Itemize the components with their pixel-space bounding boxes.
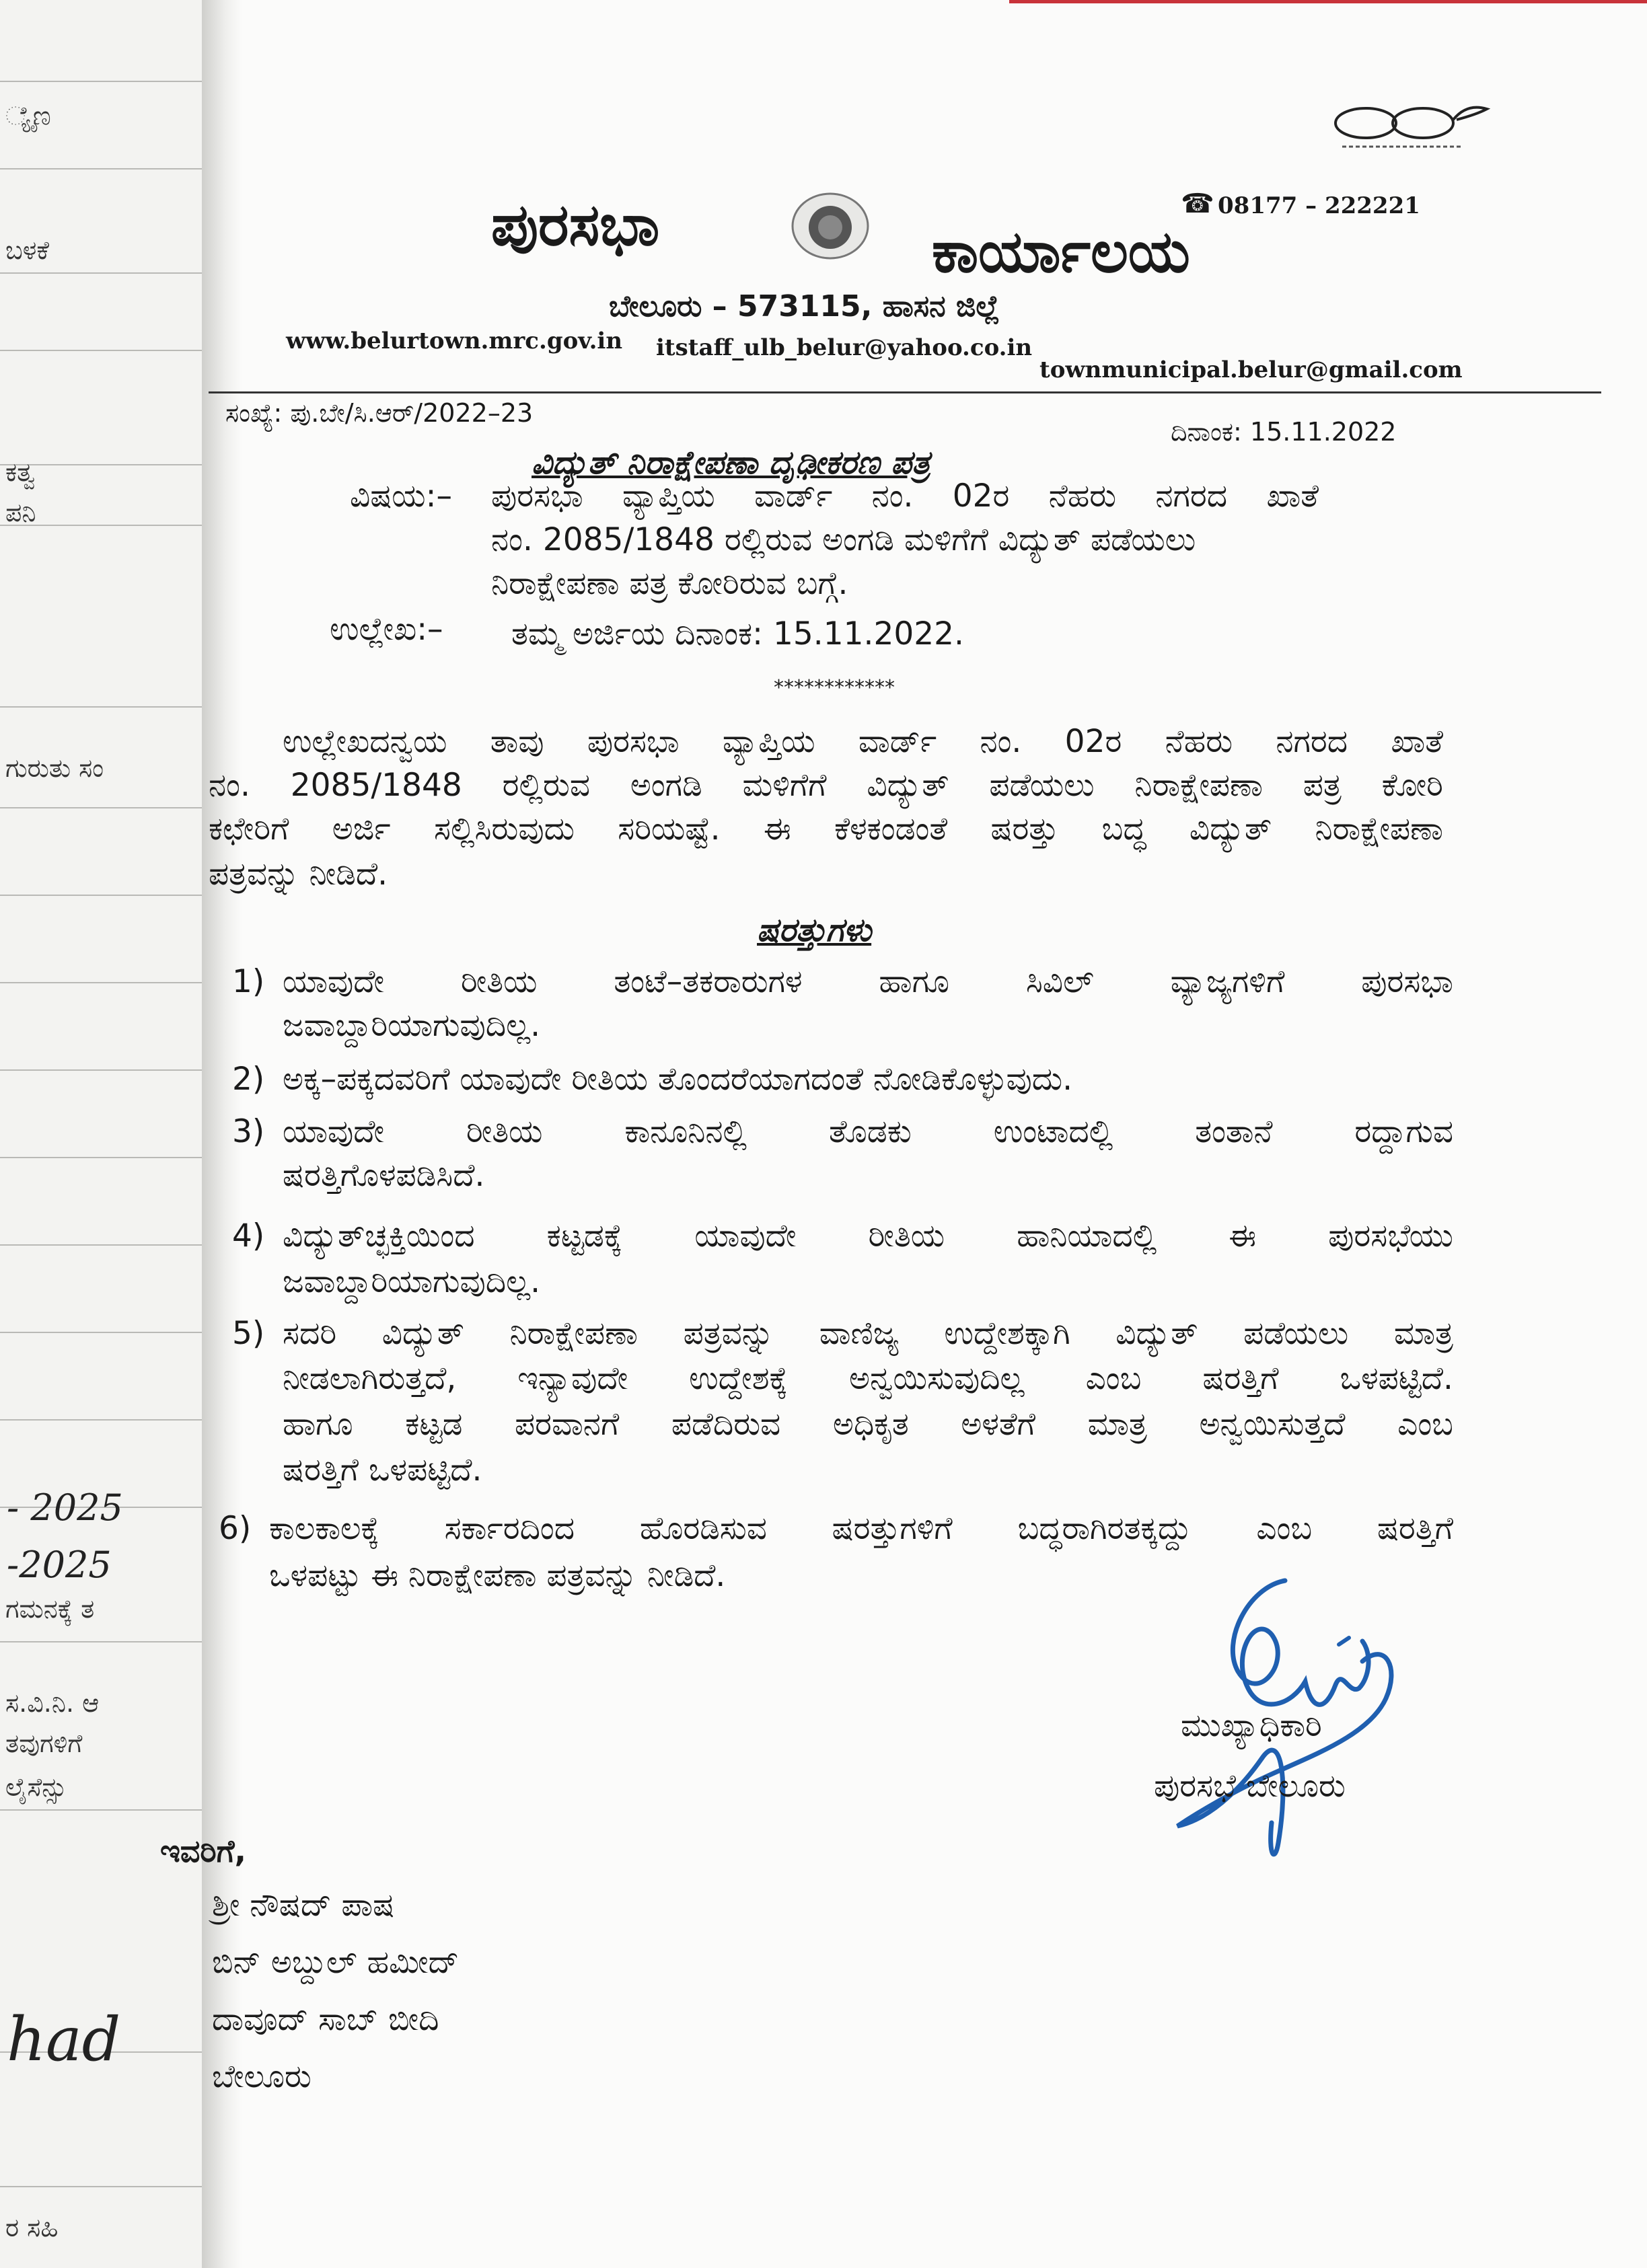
condition-number: 3) — [232, 1113, 265, 1150]
condition-line: ಯಾವುದೇ ರೀತಿಯ ಕಾನೂನಿನಲ್ಲಿ ತೊಡಕು ಉಂಟಾದಲ್ಲಿ ತಂತಾನೆ ರದ್ದಾಗುವ — [283, 1113, 1453, 1150]
subject-line: ನಂ. 2085/1848 ರಲ್ಲಿರುವ ಅಂಗಡಿ ಮಳಿಗೆಗೆ ವಿದ್ಯುತ್ ಪಡೆಯಲು — [491, 521, 1196, 558]
condition-line: ಒಳಪಟ್ಟು ಈ ನಿರಾಕ್ಷೇಪಣಾ ಪತ್ರವನ್ನು ನೀಡಿದೆ. — [269, 1557, 726, 1594]
condition-number: 1) — [232, 963, 265, 1000]
left-fragment: ರ ಸಹಿ — [5, 2213, 59, 2242]
condition-number: 6) — [219, 1510, 252, 1547]
subject-line: ಪುರಸಭಾ ವ್ಯಾಪ್ತಿಯ ವಾರ್ಡ್ ನಂ. 02ರ ನೆಹರು ನಗರದ ಖಾತೆ — [491, 478, 1319, 515]
subject-line: ನಿರಾಕ್ಷೇಪಣಾ ಪತ್ರ ಕೋರಿರುವ ಬಗ್ಗೆ. — [491, 565, 848, 602]
left-fragment: ಗುರುತು ಸಂ — [5, 753, 104, 783]
body-line: ನಂ. 2085/1848 ರಲ್ಲಿರುವ ಅಂಗಡಿ ಮಳಿಗೆಗೆ ವಿದ್ಯುತ್ ಪಡೆಯಲು ನಿರಾಕ್ಷೇಪಣಾ ಪತ್ರ ಕೋರಿ — [209, 767, 1443, 804]
condition-line: ಯಾವುದೇ ರೀತಿಯ ತಂಟೆ–ತಕರಾರುಗಳ ಹಾಗೂ ಸಿವಿಲ್ ವ್ಯಾಜ್ಯಗಳಿಗೆ ಪುರಸಭಾ — [283, 963, 1453, 1000]
body-line: ಉಲ್ಲೇಖದನ್ವಯ ತಾವು ಪುರಸಭಾ ವ್ಯಾಪ್ತಿಯ ವಾರ್ಡ್ ನಂ. 02ರ ನೆಹರು ನಗರದ ಖಾತೆ — [283, 723, 1443, 760]
office-title-left: ಪುರಸಭಾ — [491, 192, 660, 259]
condition-line: ಷರತ್ತಿಗೊಳಪಡಿಸಿದೆ. — [283, 1157, 485, 1194]
website: www.belurtown.mrc.gov.in — [286, 328, 623, 354]
condition-line: ನೀಡಲಾಗಿರುತ್ತದೆ, ಇನ್ಯಾವುದೇ ಉದ್ದೇಶಕ್ಕೆ ಅನ್ವಯಿಸುವುದಿಲ್ಲ ಎಂಬ ಷರತ್ತಿಗೆ ಒಳಪಟ್ಟಿದೆ. — [283, 1360, 1453, 1397]
office-title-right: ಕಾರ್ಯಾಲಯ — [932, 219, 1190, 286]
condition-number: 2) — [232, 1061, 265, 1098]
phone-icon: ☎ — [1181, 188, 1214, 219]
left-handwriting: -2025 — [7, 1544, 112, 1586]
condition-line: ಅಕ್ಕ–ಪಕ್ಕದವರಿಗೆ ಯಾವುದೇ ರೀತಿಯ ತೊಂದರೆಯಾಗದಂತೆ ನೋಡಿಕೊಳ್ಳುವುದು. — [283, 1061, 1073, 1098]
document-heading: ವಿದ್ಯುತ್ ನಿರಾಕ್ಷೇಪಣಾ ದೃಢೀಕರಣ ಪತ್ರ — [532, 444, 930, 482]
phone-number: 08177 – 222221 — [1218, 192, 1420, 219]
left-fragment: ಬಳಕೆ — [5, 235, 49, 265]
header-rule — [209, 391, 1601, 393]
left-fragment: ಗಮನಕ್ಕೆ ತ — [5, 1594, 95, 1624]
letter-date: ದಿನಾಂಕ: 15.11.2022 — [1171, 417, 1397, 447]
left-fragment: ಪನಿ — [5, 498, 36, 527]
left-fragment: ಕತ್ವ — [5, 457, 36, 487]
left-fragment: ತವುಗಳಿಗೆ — [5, 1729, 83, 1758]
condition-line: ಷರತ್ತಿಗೆ ಒಳಪಟ್ಟಿದೆ. — [283, 1451, 482, 1488]
condition-line: ಜವಾಬ್ದಾರಿಯಾಗುವುದಿಲ್ಲ. — [283, 1007, 541, 1044]
office-address: ಬೇಲೂರು – 573115, ಹಾಸನ ಜಿಲ್ಲೆ — [609, 289, 1000, 324]
signatory-designation: ಮುಖ್ಯಾಧಿಕಾರಿ — [1181, 1707, 1322, 1744]
body-line: ಪತ್ರವನ್ನು ನೀಡಿದೆ. — [209, 856, 388, 893]
separator-stars: ************ — [774, 676, 895, 700]
left-fragment: ್ಯೈಣ — [5, 101, 51, 130]
email-yahoo: itstaff_ulb_belur@yahoo.co.in — [656, 334, 1033, 361]
left-register-page — [0, 0, 204, 2268]
email-gmail: townmunicipal.belur@gmail.com — [1039, 356, 1463, 383]
condition-line: ಜವಾಬ್ದಾರಿಯಾಗುವುದಿಲ್ಲ. — [283, 1263, 541, 1300]
condition-line: ವಿದ್ಯುತ್‌ಚ್ಛಕ್ತಿಯಿಂದ ಕಟ್ಟಡಕ್ಕೆ ಯಾವುದೇ ರೀತಿಯ ಹಾನಿಯಾದಲ್ಲಿ ಈ ಪುರಸಭೆಯು — [283, 1217, 1453, 1254]
top-edge-stripe — [1009, 0, 1647, 3]
recipient-line: ಬೇಲೂರು — [212, 2058, 312, 2095]
body-line: ಕಛೇರಿಗೆ ಅರ್ಜಿ ಸಲ್ಲಿಸಿರುವುದು ಸರಿಯಷ್ಟೆ. ಈ ಕೆಳಕಂಡಂತೆ ಷರತ್ತು ಬದ್ಧ ವಿದ್ಯುತ್ ನಿರಾಕ್ಷೇಪಣಾ — [209, 810, 1443, 847]
condition-number: 5) — [232, 1315, 265, 1352]
swachh-bharat-logo — [1329, 100, 1490, 153]
condition-line: ಸದರಿ ವಿದ್ಯುತ್ ನಿರಾಕ್ಷೇಪಣಾ ಪತ್ರವನ್ನು ವಾಣಿಜ್ಯ ಉದ್ದೇಶಕ್ಕಾಗಿ ವಿದ್ಯುತ್ ಪಡೆಯಲು ಮಾತ್ರ — [283, 1315, 1453, 1352]
left-fragment: ಸ.ವಿ.ನಿ. ಆ — [5, 1688, 100, 1718]
left-handwriting: - 2025 — [7, 1486, 123, 1529]
reference-label: ಉಲ್ಲೇಖ:– — [330, 611, 443, 648]
left-fragment: ಲೈಸೆನ್ಸು — [5, 1772, 67, 1802]
municipal-seal-emblem — [787, 187, 873, 261]
recipient-line: ಶ್ರೀ ನೌಷದ್ ಪಾಷ — [212, 1887, 395, 1924]
signatory-office: ಪುರಸಭೆ ಬೇಲೂರು — [1154, 1768, 1346, 1805]
reference-text: ತಮ್ಮ ಅರ್ಜಿಯ ದಿನಾಂಕ: 15.11.2022. — [511, 615, 964, 652]
left-handwriting: had — [7, 2004, 121, 2075]
condition-line: ಕಾಲಕಾಲಕ್ಕೆ ಸರ್ಕಾರದಿಂದ ಹೊರಡಿಸುವ ಷರತ್ತುಗಳಿಗೆ ಬದ್ಧರಾಗಿರತಕ್ಕದ್ದು ಎಂಬ ಷರತ್ತಿಗೆ — [269, 1510, 1453, 1547]
recipient-label: ಇವರಿಗೆ, — [160, 1833, 246, 1869]
recipient-line: ಬಿನ್ ಅಬ್ದುಲ್ ಹಮೀದ್ — [212, 1944, 460, 1981]
condition-line: ಹಾಗೂ ಕಟ್ಟಡ ಪರವಾನಗೆ ಪಡೆದಿರುವ ಅಧಿಕೃತ ಅಳತೆಗೆ ಮಾತ್ರ ಅನ್ವಯಿಸುತ್ತದೆ ಎಂಬ — [283, 1406, 1453, 1443]
condition-number: 4) — [232, 1217, 265, 1254]
conditions-heading: ಷರತ್ತುಗಳು — [757, 911, 872, 949]
recipient-line: ದಾವೂದ್ ಸಾಬ್ ಬೀದಿ — [212, 2001, 439, 2038]
subject-label: ವಿಷಯ:– — [350, 478, 452, 515]
reference-number: ಸಂಖ್ಯೆ: ಪು.ಬೇ/ಸಿ.ಆರ್/2022–23 — [225, 398, 534, 428]
